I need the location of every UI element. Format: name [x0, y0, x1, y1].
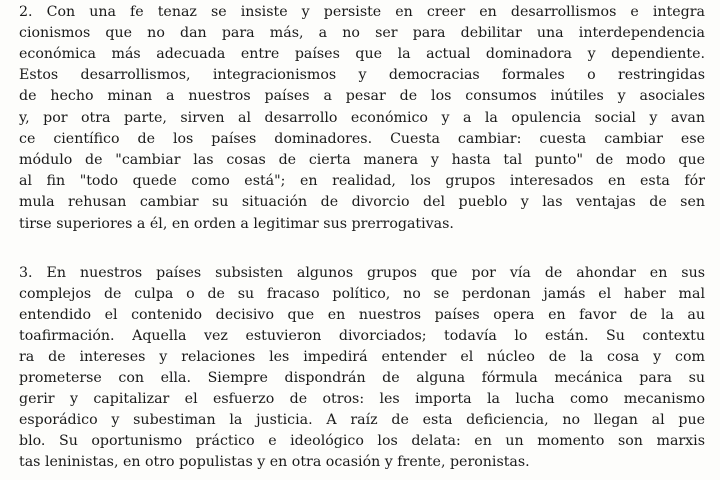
- text-line: prometerse con ella. Siempre dispondrán de alguna fórmula mecánica para su: [19, 370, 705, 386]
- text-line: blo. Su oportunismo práctico e ideológico los delata: en un momento son marxis: [19, 433, 705, 449]
- text-line: y, por otra parte, sirven al desarrollo económico y a la opulencia social y avan: [19, 110, 705, 126]
- text-line: ce científico de los países dominadores. Cuesta cambiar: cuesta cambiar ese: [19, 131, 705, 147]
- text-line: módulo de "cambiar las cosas de cierta manera y hasta tal punto" de modo que: [19, 152, 705, 168]
- text-line: gerir y capitalizar el esfuerzo de otros: les importa la lucha como mecanismo: [19, 391, 705, 407]
- text-line: esporádico y subestiman la justicia. A raíz de esta deficiencia, no llegan al pue: [19, 412, 705, 428]
- text-line: tirse superiores a él, en orden a legitimar sus prerrogativas.: [19, 216, 454, 232]
- text-line: 2. Con una fe tenaz se insiste y persiste en creer en desarrollismos e integra: [19, 4, 705, 20]
- text-line: Estos desarrollismos, integracionismos y democracias formales o restringidas: [19, 67, 705, 83]
- text-line: al fin "todo quede como está"; en realidad, los grupos interesados en esta fór: [19, 173, 705, 189]
- text-line: económica más adecuada entre países que la actual dominadora y dependiente.: [19, 46, 705, 62]
- text-line: entendido el contenido decisivo que en nuestros países opera en favor de la au: [19, 307, 705, 323]
- text-line: complejos de culpa o de su fracaso político, no se perdonan jamás el haber mal: [19, 286, 705, 302]
- text-line: tas leninistas, en otro populistas y en otra ocasión y frente, peronistas.: [19, 454, 530, 470]
- text-line: toafirmación. Aquella vez estuvieron divorciados; todavía lo están. Su contextu: [19, 328, 705, 344]
- text-line: mula rehusan cambiar su situación de divorcio del pueblo y las ventajas de sen: [19, 194, 705, 210]
- text-line: ra de intereses y relaciones les impedirá entender el núcleo de la cosa y com: [19, 349, 705, 365]
- text-line: de hecho minan a nuestros países a pesar de los consumos inútiles y asociales: [19, 88, 705, 104]
- text-line: 3. En nuestros países subsisten algunos grupos que por vía de ahondar en sus: [19, 265, 705, 281]
- text-line: cionismos que no dan para más, a no ser para debilitar una interdependencia: [19, 25, 705, 41]
